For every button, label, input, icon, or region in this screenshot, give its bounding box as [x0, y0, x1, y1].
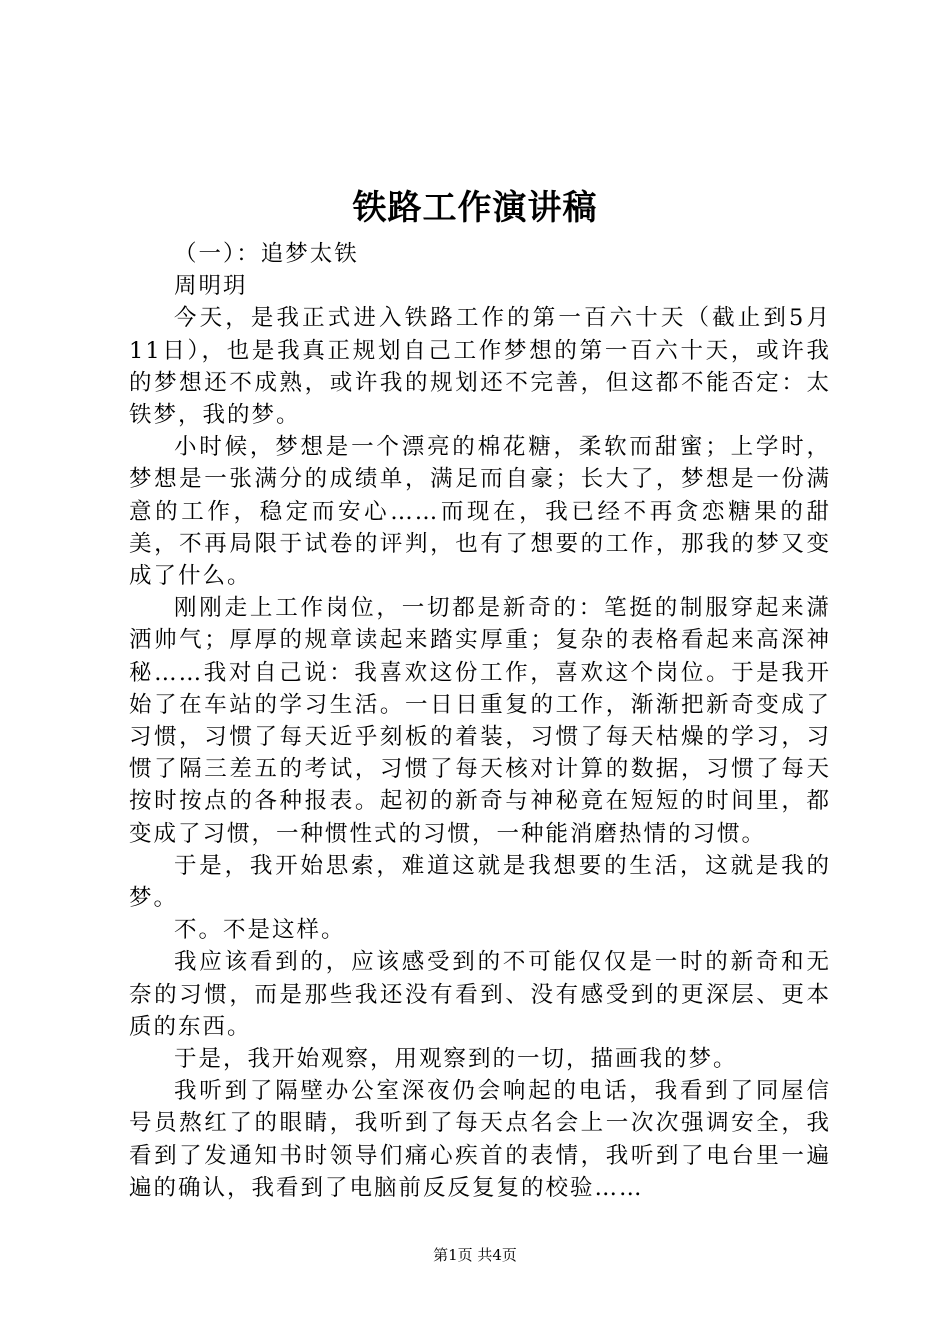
document-body [129, 238, 831, 1204]
paragraph: 小时候，梦想是一个漂亮的棉花糖，柔软而甜蜜；上学时，梦想是一张满分的成绩单，满足而自豪；长大了，梦想是一份满意的工作，稳定而安心……而现在，我已经不再贪恋糖果的甜美，不再局限于试卷的评判，也有了想要的工作，那我的梦又变成了什么。 [129, 434, 831, 590]
paragraph: 于是，我开始观察，用观察到的一切，描画我的梦。 [174, 1046, 738, 1073]
paragraph: 今天，是我正式进入铁路工作的第一百六十天（截止到5月11日），也是我真正规划自己工作梦想的第一百六十天，或许我的梦想还不成熟，或许我的规划还不完善，但这都不能否定：太铁梦，我的梦。 [129, 305, 831, 429]
paragraph: 于是，我开始思索，难道这就是我想要的生活，这就是我的梦。 [129, 852, 831, 912]
document-title: 铁路工作演讲稿 [352, 188, 598, 228]
page-footer: 第1页 共4页 [433, 1246, 517, 1264]
paragraph-author: 周明玥 [174, 273, 248, 300]
paragraph: 我应该看到的，应该感受到的不可能仅仅是一时的新奇和无奈的习惯，而是那些我还没有看到、没有感受到的更深层、更本质的东西。 [129, 949, 831, 1040]
paragraph: 刚刚走上工作岗位，一切都是新奇的：笔挺的制服穿起来潇洒帅气；厚厚的规章读起来踏实厚重；复杂的表格看起来高深神秘……我对自己说：我喜欢这份工作，喜欢这个岗位。于是我开始了在车站的学习生活。一日日重复的工作，渐渐把新奇变成了习惯，习惯了每天近乎刻板的着装，习惯了每天枯燥的学习，习惯了隔三差五的考试，习惯了每天核对计算的数据，习惯了每天按时按点的各种报表。起初的新奇与神秘竟在短短的时间里，都变成了习惯，一种惯性式的习惯，一种能消磨热情的习惯。 [129, 595, 831, 847]
paragraph-subtitle: （一）：追梦太铁 [174, 241, 359, 267]
paragraph: 我听到了隔壁办公室深夜仍会响起的电话，我看到了同屋信号员熬红了的眼睛，我听到了每天点名会上一次次强调安全，我看到了发通知书时领导们痛心疾首的表情，我听到了电台里一遍遍的确认，我看到了电脑前反反复复的校验…… [129, 1078, 831, 1201]
paragraph: 不。不是这样。 [174, 917, 346, 944]
